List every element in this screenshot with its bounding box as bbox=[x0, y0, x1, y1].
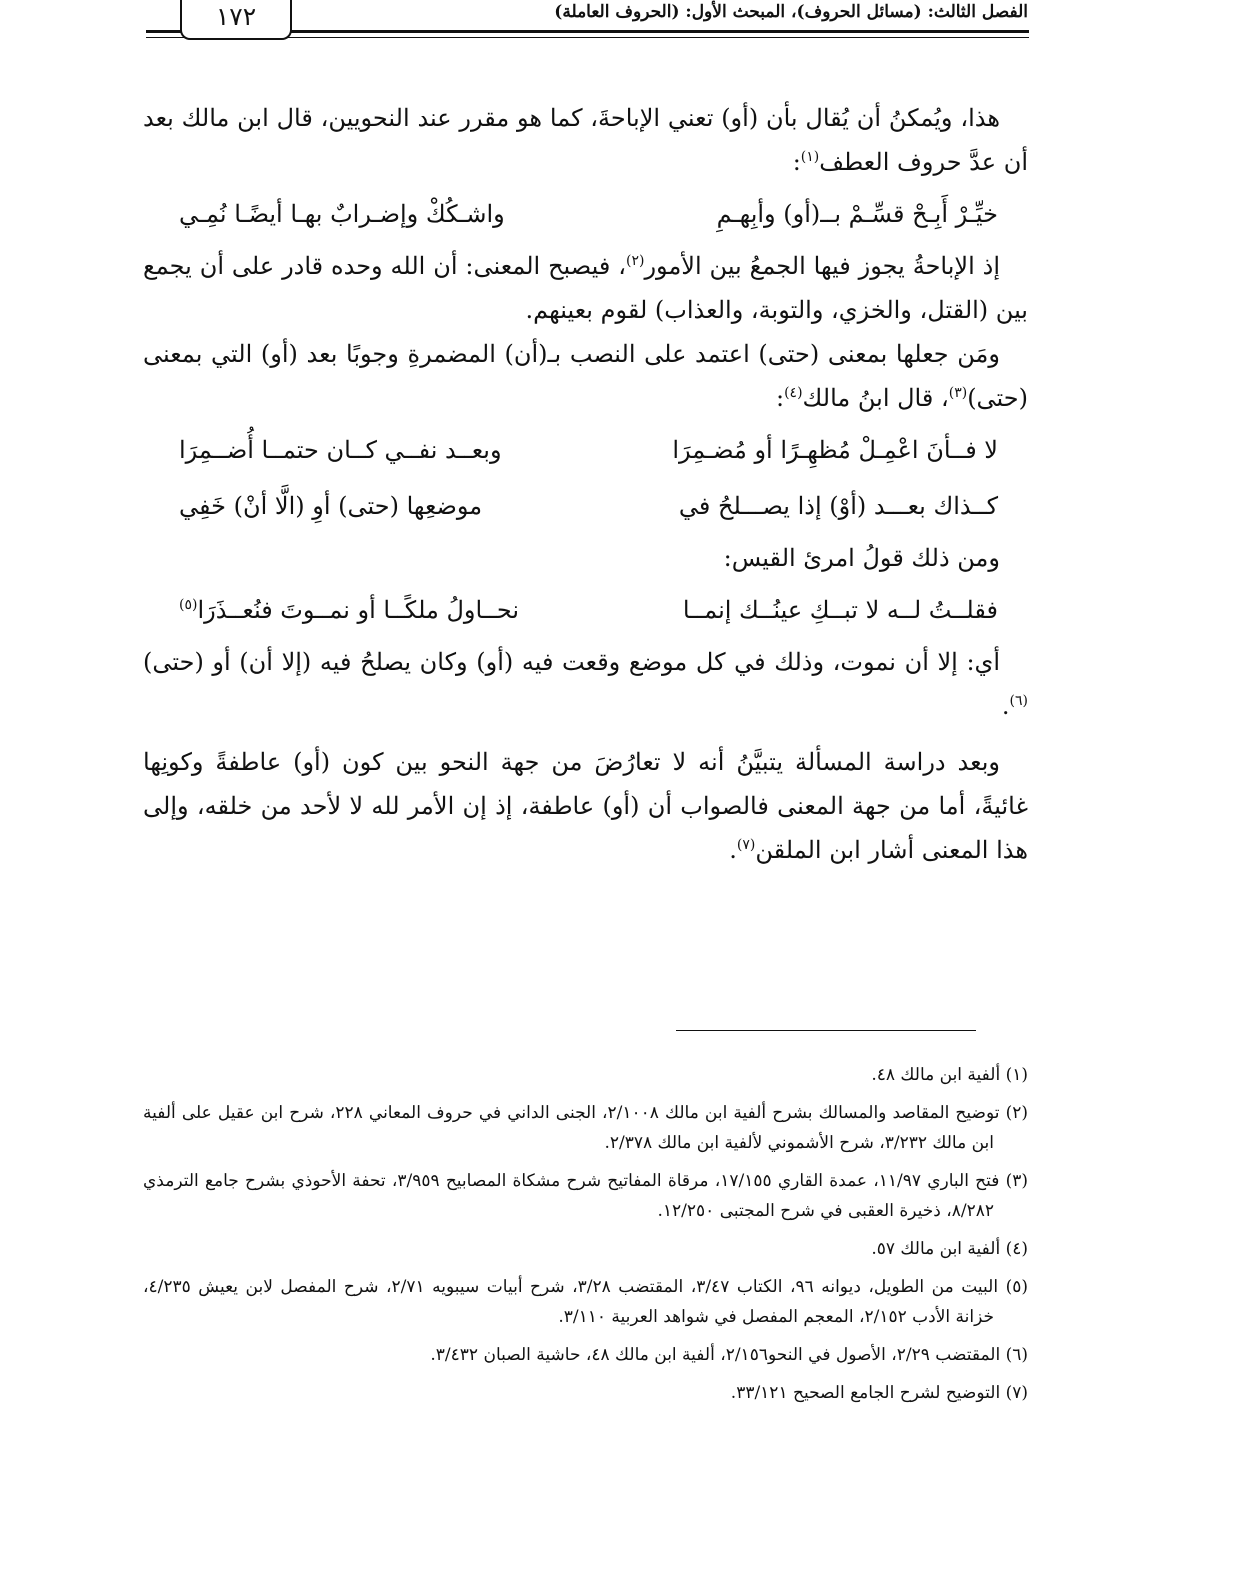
paragraph-text: . bbox=[1001, 692, 1010, 720]
paragraph-text: : bbox=[792, 148, 801, 176]
footnote-separator bbox=[676, 1030, 976, 1031]
verse-sadr: فقلــتُ لــه لا تبــكِ عينُــك إنمــا bbox=[682, 596, 998, 624]
paragraph-text: ومن ذلك قولُ امرئ القيس: bbox=[723, 544, 1000, 572]
verse-1 bbox=[143, 188, 1028, 240]
verse-sadr: كــذاك بعـــد (أوْ) إذا يصـــلحُ في bbox=[678, 492, 998, 520]
footnote-ref: (١) bbox=[800, 149, 820, 165]
verse-ajz: واشـكُكْ وإضـرابٌ بهـا أيضًـا نُمِـي bbox=[179, 200, 505, 228]
footnote-ref: (٤) bbox=[784, 385, 803, 401]
verse-4 bbox=[143, 584, 1028, 636]
verse-ajz: موضعِها (حتى) أوِ (الَّا أنْ) خَفِي bbox=[179, 492, 483, 520]
page-number: ١٧٢ bbox=[180, 0, 292, 40]
paragraph-text: ، فيصبح المعنى: أن الله وحده قادر على أن يجمع بين (القتل، والخزي، والتوبة، والعذاب) لقوم بعينهم. bbox=[143, 252, 1028, 324]
paragraph-text: أي: إلا أن نموت، وذلك في كل موضع وقعت فيه (أو) وكان يصلحُ فيه (إلا أن) أو (حتى) bbox=[143, 648, 1000, 676]
verse-3 bbox=[143, 480, 1028, 532]
verse-sadr: لا فــأنَ اعْمِـلْ مُظهِـرًا أو مُضـمِرَا bbox=[672, 436, 998, 464]
footnote: (٤) ألفية ابن مالك ٥٧. bbox=[871, 1239, 1028, 1259]
paragraph-text: ، قال ابنُ مالك bbox=[802, 384, 949, 412]
verse-ajz-text: نحــاولُ ملكًــا أو نمــوتَ فنُعــذَرَا bbox=[197, 596, 520, 624]
footnotes bbox=[143, 1060, 1028, 1416]
footnote: (٥) البيت من الطويل، ديوانه ٩٦، الكتاب ٣/٤٧، المقتضب ٣/٢٨، شرح أبيات سيبويه ٢/٧١، شرح المفصل لابن يعيش ٤/٢٣٥، خزانة الأدب ٢/١٥٢، المعجم المفصل في شواهد العربية ٣/١١٠. bbox=[143, 1277, 1028, 1327]
footnote-ref: (٢) bbox=[625, 253, 645, 269]
paragraph-text: هذا، ويُمكنُ أن يُقال بأن (أو) تعني الإباحةَ، كما هو مقرر عند النحويين، قال ابن مالك بعد أن عدَّ حروف العطف bbox=[143, 104, 1028, 176]
paragraph-text: : bbox=[775, 384, 785, 412]
footnote: (٢) توضيح المقاصد والمسالك بشرح ألفية ابن مالك ٢/١٠٠٨، الجنى الداني في حروف المعاني ٢٢٨، شرح ابن عقيل على ألفية ابن مالك ٣/٢٣٢، شرح الأشموني لألفية ابن مالك ٢/٣٧٨. bbox=[143, 1103, 1028, 1153]
footnote-ref: (٦) bbox=[1009, 693, 1028, 709]
paragraph-text: . bbox=[729, 836, 737, 864]
paragraph-2 bbox=[143, 244, 1028, 332]
footnote: (٣) فتح الباري ١١/٩٧، عمدة القاري ١٧/١٥٥، مرقاة المفاتيح شرح مشكاة المصابيح ٣/٩٥٩، تحفة الأحوذي بشرح جامع الترمذي ٨/٢٨٢، ذخيرة العقبى في شرح المجتبى ١٢/٢٥٠. bbox=[143, 1171, 1028, 1221]
verse-sadr: خيِّـرْ أَبِـحْ قسِّـمْ بــ(أو) وأبِهـمِ bbox=[716, 200, 998, 228]
main-text bbox=[143, 96, 1028, 872]
running-header bbox=[0, 0, 1240, 44]
running-title: الفصل الثالث: (مسائل الحروف)، المبحث الأول: (الحروف العاملة) bbox=[554, 2, 1028, 22]
paragraph-4 bbox=[143, 536, 1028, 580]
verse-ajz: وبعــد نفــي كــان حتمــا أُضــمِرَا bbox=[179, 436, 502, 464]
paragraph-text: وبعد دراسة المسألة يتبيَّنُ أنه لا تعارُضَ من جهة النحو بين كون (أو) عاطفةً وكونِها غائيةً، أما من جهة المعنى فالصواب أن (أو) عاطفة، إذ إن الأمر لله لا لأحد من خلقه، وإلى هذا المعنى أشار ابن الملقن bbox=[143, 748, 1028, 864]
footnote: (١) ألفية ابن مالك ٤٨. bbox=[871, 1065, 1028, 1085]
paragraph-1 bbox=[143, 96, 1028, 184]
footnote-ref: (٧) bbox=[736, 837, 756, 853]
footnote: (٦) المقتضب ٢/٢٩، الأصول في النحو٢/١٥٦، ألفية ابن مالك ٤٨، حاشية الصبان ٣/٤٣٢. bbox=[430, 1345, 1028, 1365]
paragraph-5 bbox=[143, 640, 1028, 728]
paragraph-3 bbox=[143, 332, 1028, 420]
footnote-ref: (٥) bbox=[179, 597, 198, 613]
paragraph-text: ومَن جعلها بمعنى (حتى) اعتمد على النصب بـ(أن) المضمرةِ وجوبًا بعد (أو) التي بمعنى (حتى) bbox=[143, 340, 1028, 412]
footnote-ref: (٣) bbox=[948, 385, 968, 401]
verse-ajz bbox=[179, 584, 519, 636]
verse-2 bbox=[143, 424, 1028, 476]
paragraph-text: إذ الإباحةُ يجوز فيها الجمعُ بين الأمور bbox=[644, 252, 1001, 280]
footnote: (٧) التوضيح لشرح الجامع الصحيح ٣٣/١٢١. bbox=[730, 1383, 1028, 1403]
paragraph-6 bbox=[143, 740, 1028, 872]
